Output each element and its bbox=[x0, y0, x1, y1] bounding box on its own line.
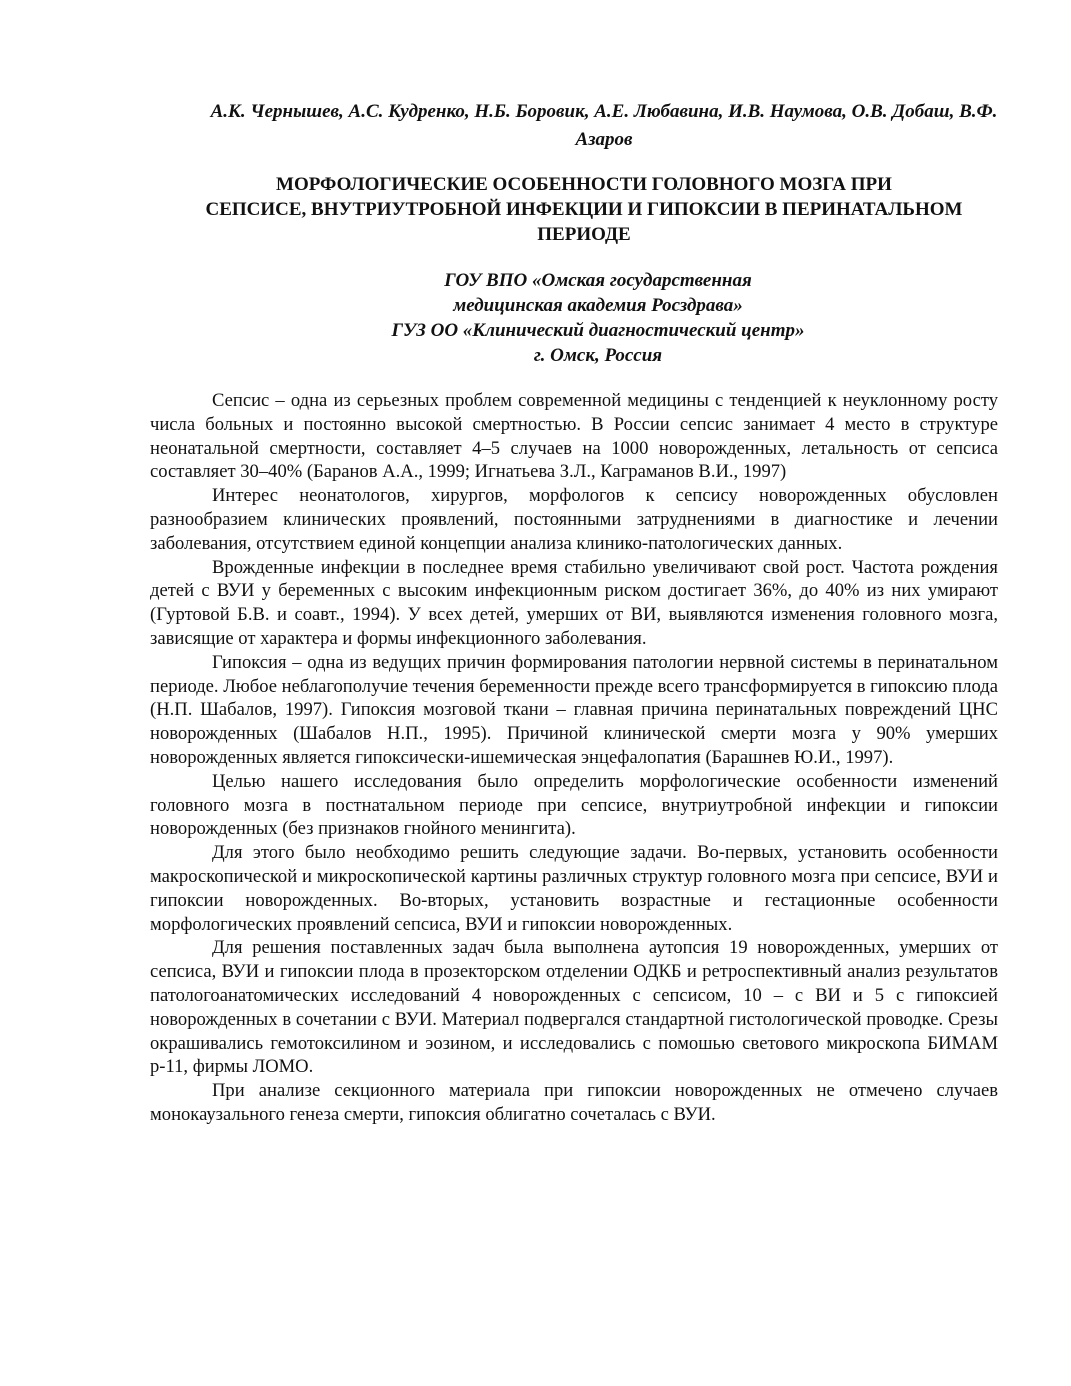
paragraph-results: При анализе секционного материала при гипоксии новорожденных не отмечено случаев монокаузального генеза смерти, гипоксия облигатно сочеталась с ВУИ. bbox=[150, 1080, 998, 1125]
body-text bbox=[150, 389, 998, 1127]
title-line: СЕПСИСЕ, ВНУТРИУТРОБНОЙ ИНФЕКЦИИ И ГИПОКСИИ В ПЕРИНАТАЛЬНОМ bbox=[205, 199, 963, 220]
affiliation-line: ГОУ ВПО «Омская государственная bbox=[444, 270, 752, 291]
affiliation-line: г. Омск, Россия bbox=[533, 345, 663, 366]
author-list: А.К. Чернышев, А.С. Кудренко, Н.Б. Боровик, А.Е. Любавина, И.В. Наумова, О.В. Добаш, В.Ф. Азаров bbox=[210, 101, 998, 150]
title-line: ПЕРИОДЕ bbox=[537, 224, 631, 245]
affiliation-line: ГУЗ ОО «Клинический диагностический центр» bbox=[391, 320, 805, 341]
title-line: МОРФОЛОГИЧЕСКИЕ ОСОБЕННОСТИ ГОЛОВНОГО МОЗГА ПРИ bbox=[276, 174, 892, 195]
paragraph-intro-sepsis: Сепсис – одна из серьезных проблем современной медицины с тенденцией к неуклонному росту числа больных и постоянно высокой смертностью. В России сепсис занимает 4 место в структуре неонатальной смертности, составляет 4–5 случаев на 1000 новорожденных, летальность от сепсиса составляет 30–40% (Баранов А.А., 1999; Игнатьева З.Л., Каграманов В.И., 1997) bbox=[150, 390, 998, 483]
paragraph-tasks: Для этого было необходимо решить следующие задачи. Во-первых, установить особенности макроскопической и микроскопической картины различных структур головного мозга при сепсисе, ВУИ и гипоксии новорожденных. Во-вторых, установить возрастные и гестационные особенности морфологических проявлений сепсиса, ВУИ и гипоксии новорожденных. bbox=[150, 842, 998, 935]
paragraph-congenital-infections: Врожденные инфекции в последнее время стабильно увеличивают свой рост. Частота рождения детей с ВУИ у беременных с высоким инфекционным риском достигает 36%, до 40% из них умирают (Гуртовой Б.В. и соавт., 1994). У всех детей, умерших от ВИ, выявляются изменения головного мозга, зависящие от характера и формы инфекционного заболевания. bbox=[150, 556, 998, 649]
paragraph-interest: Интерес неонатологов, хирургов, морфологов к сепсису новорожденных обусловлен разнообразием клинических проявлений, постоянными затруднениями в диагностике и лечении заболевания, отсутствием единой концепции анализа клинико-патологических данных. bbox=[150, 485, 998, 554]
affiliation-line: медицинская академия Росздрава» bbox=[453, 295, 743, 316]
paragraph-methods: Для решения поставленных задач была выполнена аутопсия 19 новорожденных, умерших от сепсиса, ВУИ и гипоксии плода в прозекторском отделении ОДКБ и ретроспективный анализ результатов патологоанатомических исследований 4 новорожденных с сепсисом, 10 – с ВИ и 5 с гипоксией новорожденных в сочетании с ВУИ. Материал подвергался стандартной гистологической проводке. Срезы окрашивались гемотоксилином и эозином, и исследовались с помошью светового микроскопа БИМАМ р-11, фирмы ЛОМО. bbox=[150, 937, 998, 1078]
paragraph-hypoxia: Гипоксия – одна из ведущих причин формирования патологии нервной системы в перинатальном периоде. Любое неблагополучие течения беременности прежде всего трансформируется в гипоксию плода (Н.П. Шабалов, 1997). Гипоксия мозговой ткани – главная причина перинатальных повреждений ЦНС новорожденных (Шабалов Н.П., 1995). Причиной клинической смерти мозга у 90% умерших новорожденных является гипоксически-ишемическая энцефалопатия (Барашнев Ю.И., 1997). bbox=[150, 651, 998, 768]
affiliation-block bbox=[150, 268, 998, 368]
paragraph-aim: Целью нашего исследования было определить морфологические особенности изменений головного мозга в постнатальном периоде при сепсисе, внутриутробной инфекции и гипоксии новорожденных (без признаков гнойного менингита). bbox=[150, 770, 998, 840]
paper-title bbox=[150, 172, 998, 247]
